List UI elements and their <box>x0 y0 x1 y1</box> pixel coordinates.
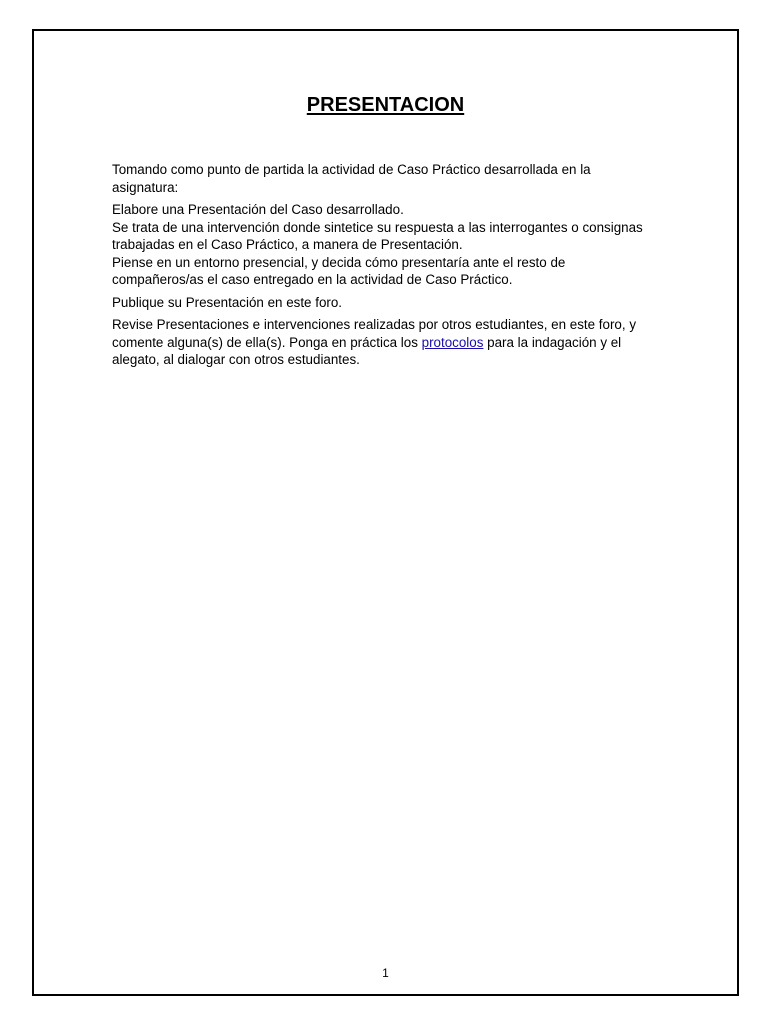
instructions-line-5: compañeros/as el caso entregado en la actividad de Caso Práctico. <box>112 272 513 287</box>
document-body <box>112 161 692 374</box>
publish-paragraph <box>112 294 692 312</box>
instructions-line-1: Elabore una Presentación del Caso desarrollado. <box>112 202 404 217</box>
review-paragraph <box>112 316 692 369</box>
review-line-2-after: para la indagación y el <box>483 334 622 350</box>
review-line-2 <box>112 334 692 352</box>
intro-line-2: asignatura: <box>112 179 179 195</box>
instructions-line-4: Piense en un entorno presencial, y decida cómo presentaría ante el resto de <box>112 254 566 270</box>
instructions-line-3: trabajadas en el Caso Práctico, a manera de Presentación. <box>112 237 463 252</box>
page-title: PRESENTACION <box>306 94 465 116</box>
review-line-3: alegato, al dialogar con otros estudiantes. <box>112 352 360 367</box>
protocolos-link[interactable]: protocolos <box>421 334 484 350</box>
review-line-2-before: comente alguna(s) de ella(s). Ponga en práctica los <box>112 334 422 350</box>
publish-line: Publique su Presentación en este foro. <box>112 294 343 310</box>
instructions-paragraph <box>112 201 692 289</box>
instructions-line-2: Se trata de una intervención donde sintetice su respuesta a las interrogantes o consignas <box>112 219 643 235</box>
page-frame <box>32 29 739 996</box>
intro-paragraph <box>112 161 692 196</box>
page-number: 1 <box>382 966 389 980</box>
intro-line-1: Tomando como punto de partida la actividad de Caso Práctico desarrollada en la <box>112 162 591 177</box>
review-line-1: Revise Presentaciones e intervenciones realizadas por otros estudiantes, en este foro, y <box>112 317 637 332</box>
